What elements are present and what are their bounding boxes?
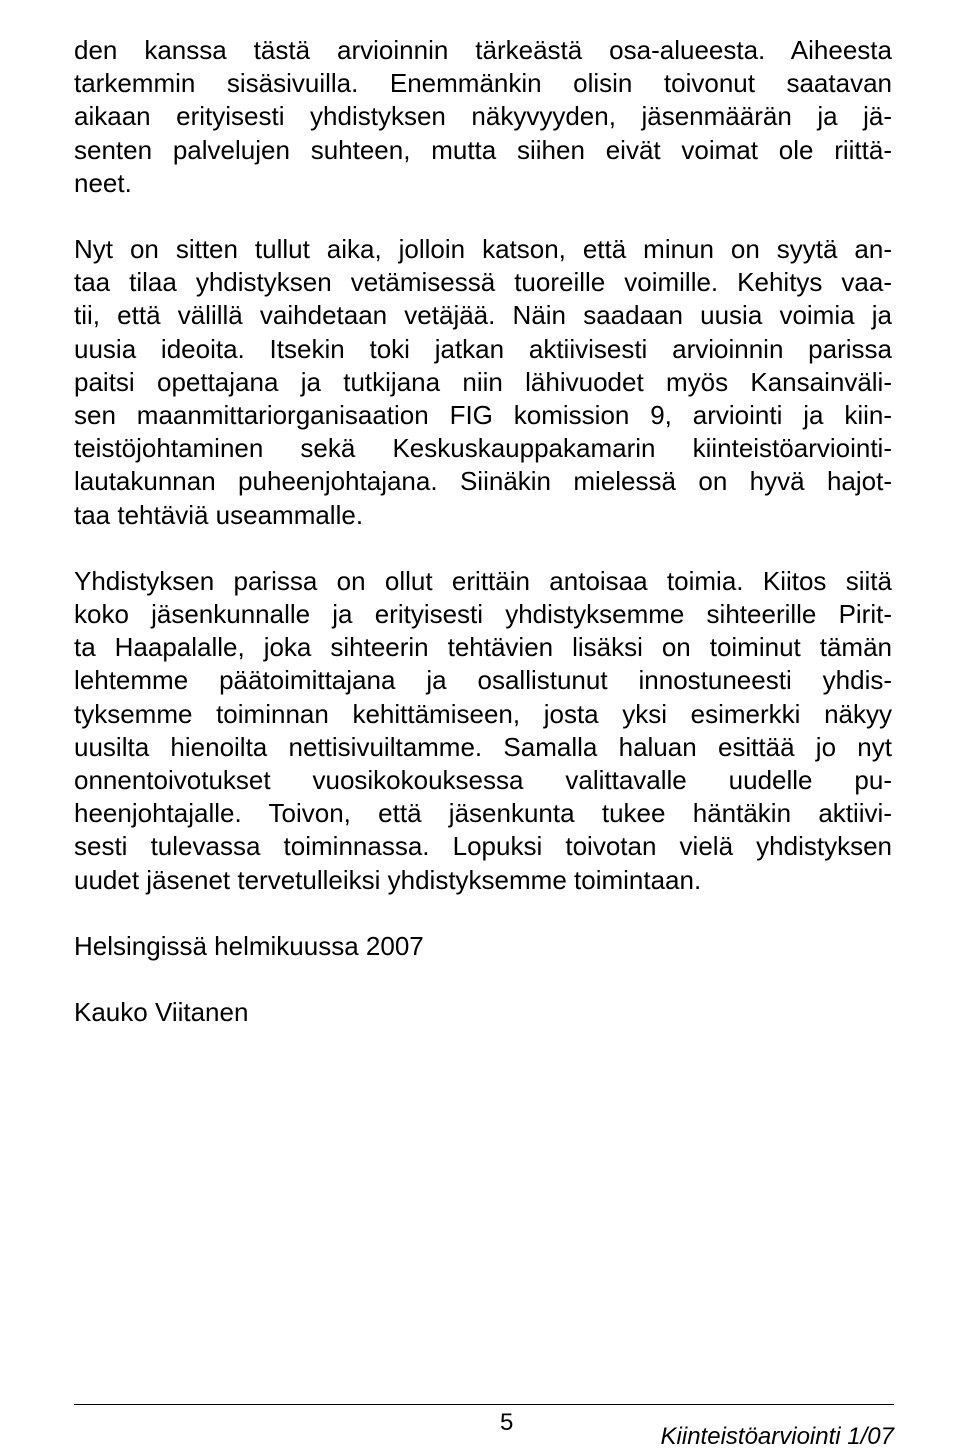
text-line: Nyt on sitten tullut aika, jolloin katson, että minun on syytä an-	[74, 234, 892, 265]
text-line: heenjohtajalle. Toivon, että jäsenkunta tukee häntäkin aktiivi-	[74, 798, 892, 829]
text-line: sen maanmittariorganisaation FIG komission 9, arviointi ja kiin-	[74, 400, 892, 431]
text-line: lautakunnan puheenjohtajana. Siinäkin mielessä on hyvä hajot-	[74, 466, 892, 497]
text-line: uudet jäsenet tervetulleiksi yhdistyksemme toimintaan.	[74, 864, 702, 895]
text-line: teistöjohtaminen sekä Keskuskauppakamarin kiinteistöarviointi-	[74, 433, 892, 464]
paragraph-gap	[74, 963, 892, 996]
text-line: den kanssa tästä arvioinnin tärkeästä osa-alueesta. Aiheesta	[74, 35, 892, 65]
paragraph-gap	[74, 532, 892, 565]
text-line: ta Haapalalle, joka sihteerin tehtävien lisäksi on toiminut tämän	[74, 632, 892, 663]
paragraph-gap	[74, 200, 892, 233]
article-body	[74, 34, 892, 1029]
footer-divider	[74, 1404, 894, 1405]
signature-name: Kauko Viitanen	[74, 997, 249, 1028]
publication-title: Kiinteistöarviointi 1/07	[660, 1423, 894, 1450]
text-line: Yhdistyksen parissa on ollut erittäin antoisaa toimia. Kiitos siitä	[74, 565, 892, 596]
text-line: lehtemme päätoimittajana ja osallistunut innostuneesti yhdis-	[74, 665, 892, 696]
text-line: tii, että välillä vaihdetaan vetäjää. Näin saadaan uusia voimia ja	[74, 300, 892, 331]
paragraph-gap	[74, 897, 892, 930]
text-line: tarkemmin sisäsivuilla. Enemmänkin olisin toivonut saatavan	[74, 68, 892, 99]
text-line: senten palvelujen suhteen, mutta siihen eivät voimat ole riittä-	[74, 134, 892, 165]
paragraph-1	[74, 34, 892, 200]
paragraph-2	[74, 233, 892, 532]
text-line: sesti tulevassa toiminnassa. Lopuksi toivotan vielä yhdistyksen	[74, 831, 892, 862]
text-line: uusilta hienoilta nettisivuiltamme. Samalla haluan esittää jo nyt	[74, 731, 892, 762]
text-line: neet.	[74, 167, 132, 198]
page-number: 5	[500, 1409, 514, 1436]
text-line: koko jäsenkunnalle ja erityisesti yhdistyksemme sihteerille Pirit-	[74, 599, 892, 630]
text-line: paitsi opettajana ja tutkijana niin lähivuodet myös Kansainväli-	[74, 366, 892, 397]
text-line: tyksemme toiminnan kehittämiseen, josta yksi esimerkki näkyy	[74, 698, 892, 729]
text-line: taa tehtäviä useammalle.	[74, 499, 364, 530]
text-line: taa tilaa yhdistyksen vetämisessä tuoreille voimille. Kehitys vaa-	[74, 267, 892, 298]
text-line: uusia ideoita. Itsekin toki jatkan aktiivisesti arvioinnin parissa	[74, 333, 892, 364]
text-line: onnentoivotukset vuosikokouksessa valittavalle uudelle pu-	[74, 765, 892, 796]
place-date: Helsingissä helmikuussa 2007	[74, 930, 424, 961]
paragraph-3	[74, 565, 892, 897]
text-line: aikaan erityisesti yhdistyksen näkyvyyden, jäsenmäärän ja jä-	[74, 101, 892, 132]
